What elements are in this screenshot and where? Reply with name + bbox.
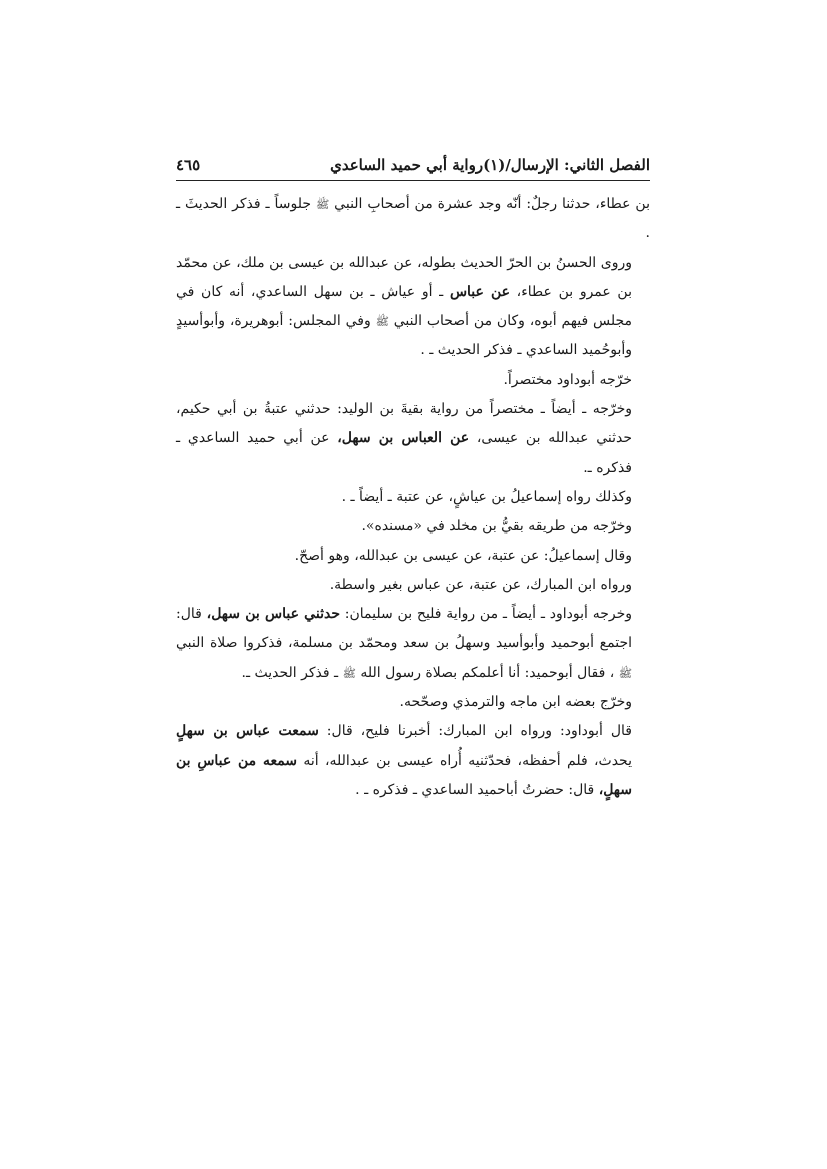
narrator-emphasis: سمعت عباس بن سهلٍ	[176, 723, 319, 740]
salawat-symbol: ﷺ	[342, 666, 356, 680]
text-run: وخرجه أبوداود ـ أيضاً ـ من رواية فليح بن سليمان:	[339, 606, 632, 623]
paragraph-p9	[176, 600, 650, 688]
paragraph-p8	[176, 571, 650, 600]
text-run: وكذلك رواه إسماعيلُ بن عياشٍ، عن عتبة ـ أيضاً ـ .	[341, 488, 632, 505]
text-run: ـ أو عياش ـ بن سهل الساعدي، أنه كان في مجلس فيهم أبوه، وكان من أصحاب النبي	[176, 283, 632, 330]
paragraph-p7	[176, 542, 650, 571]
paragraph-p2	[176, 249, 650, 366]
paragraph-p3	[176, 366, 650, 395]
text-run: ـ فذكر الحديث ـ.	[241, 664, 343, 681]
text-run: قال: اجتمع أبوحميد وأبوأسيد وسهلُ بن سعد ومحمّد بن مسلمة، فذكروا صلاة النبي	[176, 606, 632, 652]
paragraph-p6	[176, 512, 650, 541]
salawat-symbol: ﷺ	[315, 198, 330, 211]
narrator-emphasis: حدثني عباس بن سهل،	[206, 606, 340, 623]
text-run: قال: حضرتُ أباحميد الساعدي ـ فذكره ـ .	[355, 781, 599, 798]
text-run: وقال إسماعيلُ: عن عتبة، عن عيسى بن عبدالله، وهو أصحّ.	[294, 547, 632, 564]
text-run: جلوساً ـ فذكر الحديثَ ـ .	[176, 196, 650, 242]
text-run: قال أبوداود: ورواه ابن المبارك: أخبرنا فليح، قال:	[318, 723, 632, 740]
text-run: خرّجه أبوداود مختصراً.	[503, 371, 632, 388]
paragraph-p1	[176, 190, 650, 249]
text-run: بن عطاء، حدثنا رجلٌ: أنّه وجد عشرة من أصحابِ النبي	[329, 196, 650, 212]
salawat-symbol: ﷺ	[375, 315, 389, 329]
text-run: وروى الحسنُ بن الحرّ الحديث بطوله، عن عبدالله بن عيسى بن ملك، عن محمّد بن عمرو بن عطاء،	[176, 254, 632, 300]
text-run: وخرّجه ـ أيضاً ـ مختصراً من رواية بقيةَ بن الوليد: حدثني عتبةُ بن أبي حكيم، حدثني عبدالله بن عيسى،	[176, 401, 633, 447]
running-header	[176, 150, 650, 181]
salawat-symbol: ﷺ	[618, 666, 632, 680]
paragraph-p4	[176, 395, 650, 483]
text-run: وخرّج بعضه ابن ماجه والترمذي وصحّحه.	[399, 694, 632, 711]
text-run: ، فقال أبوحميد: أنا أعلمكم بصلاة رسول الله	[355, 664, 619, 681]
paragraph-p5	[176, 483, 650, 512]
page-number: ٤٦٥	[176, 156, 201, 174]
text-run: ورواه ابن المبارك، عن عتبة، عن عباس بغير واسطة.	[329, 576, 632, 593]
text-run: وفي المجلس: أبوهريرة، وأبوأسيدٍ وأبوحُميد الساعدي ـ فذكر الحديث ـ .	[176, 313, 632, 359]
text-run: عن أبي حميد الساعدي ـ فذكره ـ.	[176, 430, 632, 476]
narrator-emphasis: عن عباس	[449, 283, 510, 300]
paragraph-p11	[176, 717, 650, 805]
narrator-emphasis: سمعه من عباسِ بن سهلٍ،	[176, 752, 632, 798]
text-run: وخرّجه من طريقه بقيُّ بن مخلد في «مسنده».	[361, 518, 632, 535]
text-run: يحدث، فلم أحفظه، فحدّثنيه أُراه عيسى بن عبدالله، أنه	[297, 752, 632, 769]
paragraph-p10	[176, 688, 650, 717]
body-text	[176, 190, 650, 805]
narrator-emphasis: عن العباس بن سهل،	[337, 430, 470, 447]
chapter-title: الفصل الثاني: الإرسال/(١)رواية أبي حميد الساعدي	[330, 156, 650, 174]
